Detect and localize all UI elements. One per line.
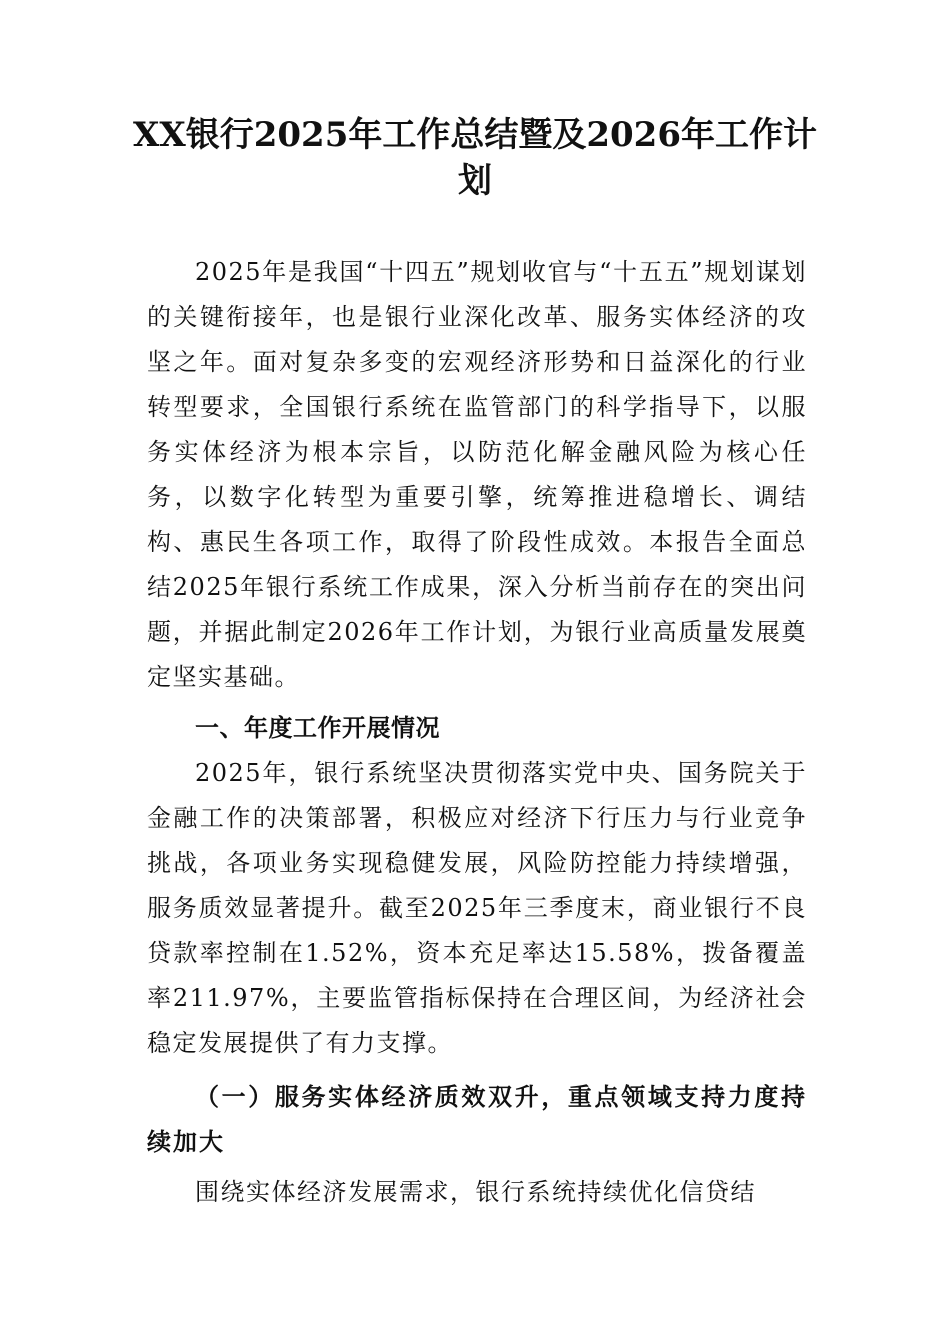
document-body <box>147 250 807 1215</box>
document-title: XX银行2025年工作总结暨及2026年工作计划 <box>132 115 818 201</box>
intro-paragraph: 2025年是我国“十四五”规划收官与“十五五”规划谋划的关键衔接年，也是银行业深化改革、服务实体经济的攻坚之年。面对复杂多变的宏观经济形势和日益深化的行业转型要求，全国银行系统在监管部门的科学指导下，以服务实体经济为根本宗旨，以防范化解金融风险为核心任务，以数字化转型为重要引擎，统筹推进稳增长、调结构、惠民生各项工作，取得了阶段性成效。本报告全面总结2025年银行系统工作成果，深入分析当前存在的突出问题，并据此制定2026年工作计划，为银行业高质量发展奠定坚实基础。 <box>147 258 807 691</box>
section-1-paragraph: 2025年，银行系统坚决贯彻落实党中央、国务院关于金融工作的决策部署，积极应对经济下行压力与行业竞争挑战，各项业务实现稳健发展，风险防控能力持续增强，服务质效显著提升。截至2025年三季度末，商业银行不良贷款率控制在1.52%，资本充足率达15.58%，拨备覆盖率211.97%，主要监管指标保持在合理区间，为经济社会稳定发展提供了有力支撑。 <box>147 759 807 1057</box>
subsection-1-paragraph: 围绕实体经济发展需求，银行系统持续优化信贷结 <box>195 1178 756 1206</box>
subsection-heading-1: （一）服务实体经济质效双升，重点领域支持力度持续加大 <box>147 1082 807 1156</box>
section-heading-1: 一、年度工作开展情况 <box>195 714 440 742</box>
